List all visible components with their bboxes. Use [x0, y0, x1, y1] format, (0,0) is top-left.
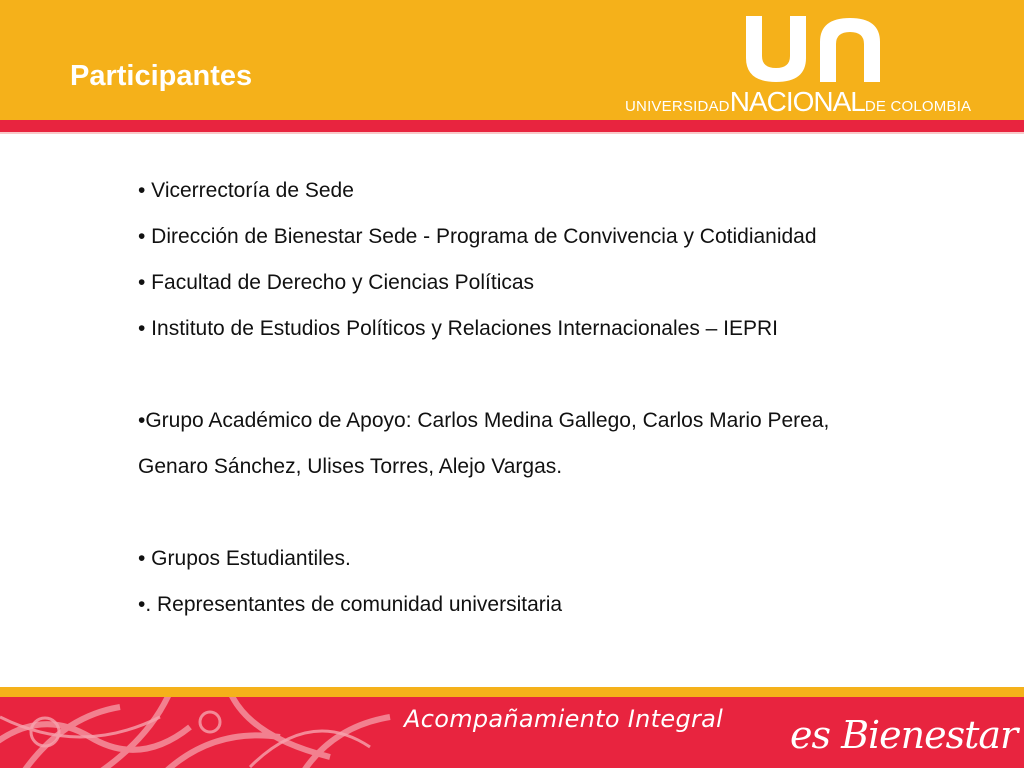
header-stripe	[0, 120, 1024, 132]
list-item: • Facultad de Derecho y Ciencias Políticas	[138, 271, 535, 294]
list-item: • Dirección de Bienestar Sede - Programa de Convivencia y Cotidianidad	[138, 225, 817, 248]
slide-title: Participantes	[70, 60, 253, 92]
header-divider	[0, 132, 1024, 134]
participants-list	[138, 168, 998, 628]
blank-line	[138, 490, 998, 536]
university-name	[625, 86, 997, 116]
list-item: •. Representantes de comunidad universitaria	[138, 593, 563, 616]
blank-line	[138, 352, 998, 398]
list-item-continuation: Genaro Sánchez, Ulises Torres, Alejo Vargas.	[138, 455, 563, 478]
footer-tagline: Acompañamiento Integral	[404, 705, 724, 733]
logo-text-universidad: UNIVERSIDAD	[625, 98, 730, 115]
list-item: • Grupos Estudiantiles.	[138, 547, 351, 570]
footer-stripe	[0, 687, 1024, 697]
logo-text-nacional: NACIONAL	[729, 86, 865, 117]
list-item: • Vicerrectoría de Sede	[138, 179, 354, 202]
university-logo	[625, 12, 997, 117]
footer-brand: es Bienestar	[790, 713, 1018, 757]
un-logo-mark	[740, 12, 885, 84]
logo-text-de-colombia: DE COLOMBIA	[864, 98, 972, 115]
footer-bar	[0, 697, 1024, 768]
list-item: •Grupo Académico de Apoyo: Carlos Medina Gallego, Carlos Mario Perea,	[138, 409, 830, 432]
list-item: • Instituto de Estudios Políticos y Relaciones Internacionales – IEPRI	[138, 317, 779, 340]
